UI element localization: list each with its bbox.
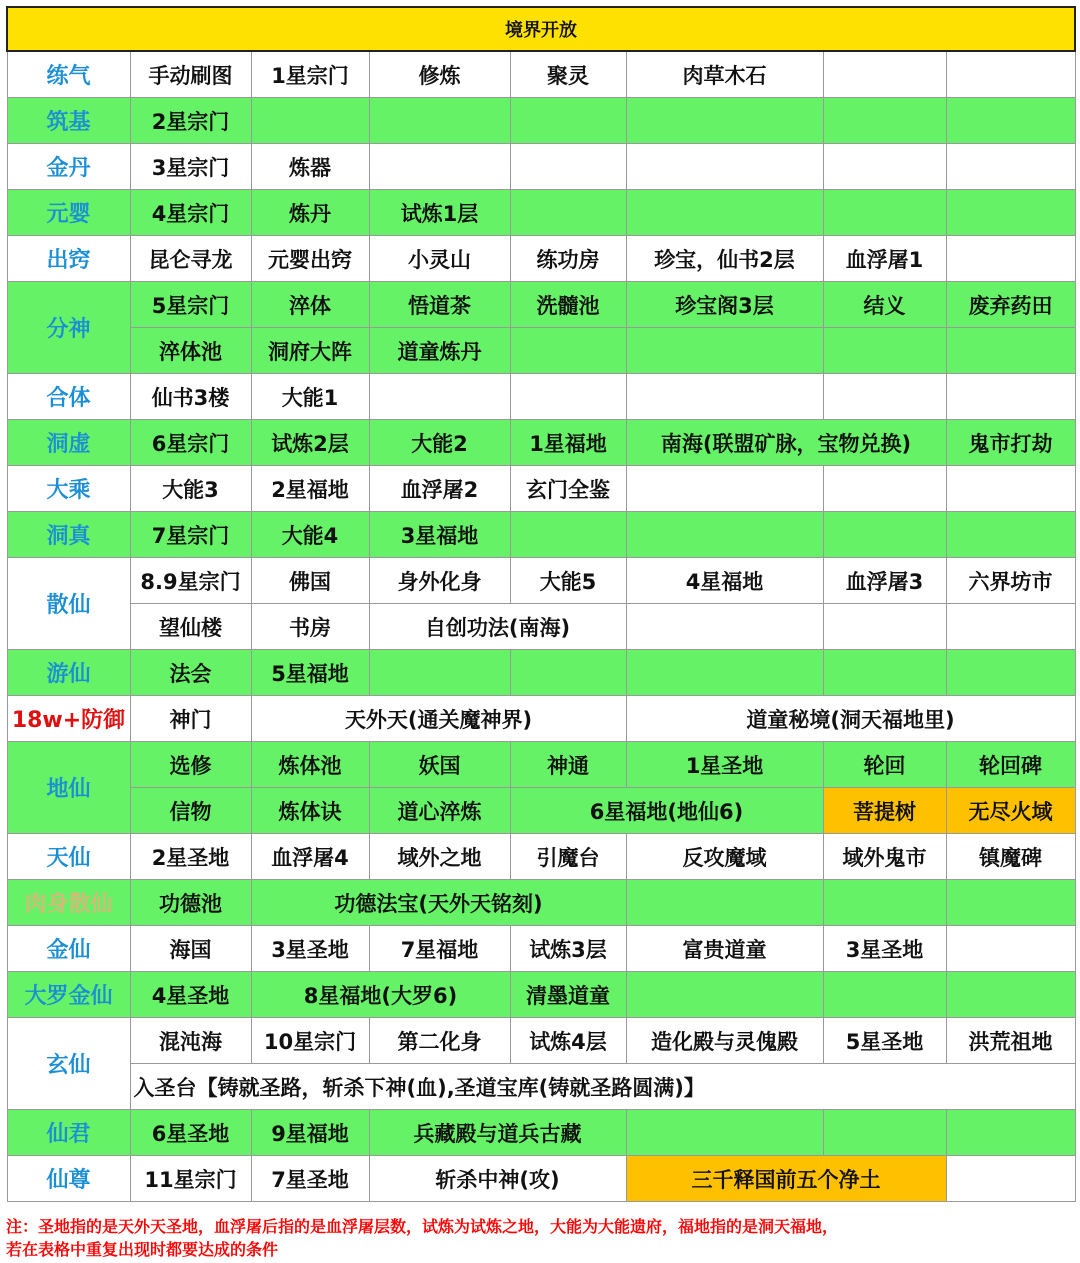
table-cell: 炼器: [251, 144, 369, 190]
table-cell: [823, 880, 946, 926]
table-cell: 血浮屠1: [823, 236, 946, 282]
table-cell: 炼丹: [251, 190, 369, 236]
table-cell: 6星宗门: [130, 420, 251, 466]
table-cell: [946, 1156, 1075, 1202]
table-cell: 7星宗门: [130, 512, 251, 558]
table-cell: 入圣台【铸就圣路，斩杀下神(血),圣道宝库(铸就圣路圆满)】: [130, 1064, 1075, 1110]
table-cell: 斩杀中神(攻): [369, 1156, 626, 1202]
table-cell: 元婴出窍: [251, 236, 369, 282]
table-cell: [626, 374, 823, 420]
table-cell: 血浮屠3: [823, 558, 946, 604]
rank-label: 练气: [7, 51, 130, 98]
table-cell: 8.9星宗门: [130, 558, 251, 604]
table-cell: 神门: [130, 696, 251, 742]
table-cell: 洞府大阵: [251, 328, 369, 374]
table-cell: [626, 466, 823, 512]
table-cell: [823, 972, 946, 1018]
table-row: [7, 788, 1075, 834]
table-cell: 富贵道童: [626, 926, 823, 972]
table-cell: 结义: [823, 282, 946, 328]
table-cell: 废弃药田: [946, 282, 1075, 328]
highlight-cell: 菩提树: [823, 788, 946, 834]
table-cell: 自创功法(南海): [369, 604, 626, 650]
table-cell: [251, 98, 369, 144]
rank-label: 分神: [7, 282, 130, 374]
table-cell: 大能2: [369, 420, 510, 466]
table-cell: [510, 512, 626, 558]
realm-unlock-table: [6, 6, 1076, 1202]
table-cell: 轮回碑: [946, 742, 1075, 788]
table-row: [7, 1018, 1075, 1064]
table-cell: 玄门全鉴: [510, 466, 626, 512]
rank-label: 金仙: [7, 926, 130, 972]
table-cell: [823, 144, 946, 190]
table-cell: [626, 604, 823, 650]
table-cell: [946, 604, 1075, 650]
table-cell: [510, 190, 626, 236]
rank-label: 散仙: [7, 558, 130, 650]
table-cell: 小灵山: [369, 236, 510, 282]
table-cell: [369, 144, 510, 190]
table-cell: 炼体池: [251, 742, 369, 788]
table-row: [7, 880, 1075, 926]
realm-table-container: [6, 6, 1076, 1202]
table-row: [7, 236, 1075, 282]
table-cell: [823, 650, 946, 696]
rank-label: 元婴: [7, 190, 130, 236]
table-cell: [946, 512, 1075, 558]
highlight-cell: 三千释国前五个净土: [626, 1156, 946, 1202]
highlight-cell: 无尽火域: [946, 788, 1075, 834]
table-cell: 3星圣地: [251, 926, 369, 972]
table-cell: [946, 51, 1075, 98]
table-cell: 功德池: [130, 880, 251, 926]
table-row: [7, 98, 1075, 144]
table-cell: 血浮屠4: [251, 834, 369, 880]
table-cell: [369, 98, 510, 144]
table-cell: 混沌海: [130, 1018, 251, 1064]
rank-label: 筑基: [7, 98, 130, 144]
table-title: 境界开放: [7, 7, 1075, 51]
table-cell: 5星圣地: [823, 1018, 946, 1064]
table-cell: 轮回: [823, 742, 946, 788]
rank-label: 18w+防御: [7, 696, 130, 742]
table-cell: [369, 374, 510, 420]
table-cell: 3星圣地: [823, 926, 946, 972]
rank-label: 仙尊: [7, 1156, 130, 1202]
table-cell: [369, 650, 510, 696]
table-row: [7, 926, 1075, 972]
table-cell: 3星福地: [369, 512, 510, 558]
table-cell: 悟道茶: [369, 282, 510, 328]
table-cell: [946, 1110, 1075, 1156]
table-cell: 珍宝，仙书2层: [626, 236, 823, 282]
table-cell: 7星福地: [369, 926, 510, 972]
table-cell: 神通: [510, 742, 626, 788]
rank-label: 天仙: [7, 834, 130, 880]
table-cell: 道童炼丹: [369, 328, 510, 374]
table-cell: 手动刷图: [130, 51, 251, 98]
rank-label: 地仙: [7, 742, 130, 834]
table-cell: 造化殿与灵傀殿: [626, 1018, 823, 1064]
table-cell: 4星圣地: [130, 972, 251, 1018]
table-row: [7, 51, 1075, 98]
table-cell: 道心淬炼: [369, 788, 510, 834]
table-cell: 9星福地: [251, 1110, 369, 1156]
table-cell: 洗髓池: [510, 282, 626, 328]
table-cell: 大能1: [251, 374, 369, 420]
table-cell: [946, 650, 1075, 696]
table-cell: 2星圣地: [130, 834, 251, 880]
table-cell: 5星宗门: [130, 282, 251, 328]
rank-label: 肉身散仙: [7, 880, 130, 926]
table-cell: [510, 144, 626, 190]
table-cell: 昆仑寻龙: [130, 236, 251, 282]
table-cell: 域外之地: [369, 834, 510, 880]
table-cell: [946, 880, 1075, 926]
table-cell: [626, 190, 823, 236]
table-cell: 1星圣地: [626, 742, 823, 788]
rank-label: 金丹: [7, 144, 130, 190]
table-cell: 第二化身: [369, 1018, 510, 1064]
table-cell: 大能4: [251, 512, 369, 558]
table-cell: 试炼1层: [369, 190, 510, 236]
table-cell: 兵藏殿与道兵古藏: [369, 1110, 626, 1156]
table-cell: [510, 98, 626, 144]
table-cell: [823, 51, 946, 98]
table-cell: 血浮屠2: [369, 466, 510, 512]
table-row: [7, 558, 1075, 604]
table-cell: [946, 190, 1075, 236]
table-row: [7, 144, 1075, 190]
table-cell: 2星宗门: [130, 98, 251, 144]
table-cell: 炼体诀: [251, 788, 369, 834]
table-cell: [510, 328, 626, 374]
table-cell: 洪荒祖地: [946, 1018, 1075, 1064]
table-cell: 佛国: [251, 558, 369, 604]
table-cell: [626, 98, 823, 144]
table-cell: [823, 374, 946, 420]
table-row: [7, 282, 1075, 328]
table-row: [7, 1064, 1075, 1110]
table-row: [7, 1110, 1075, 1156]
table-cell: [946, 144, 1075, 190]
table-cell: 引魔台: [510, 834, 626, 880]
table-cell: 4星福地: [626, 558, 823, 604]
table-cell: 鬼市打劫: [946, 420, 1075, 466]
table-cell: 淬体: [251, 282, 369, 328]
table-cell: 反攻魔域: [626, 834, 823, 880]
table-row: [7, 328, 1075, 374]
table-cell: 大能5: [510, 558, 626, 604]
table-cell: [823, 466, 946, 512]
table-row: [7, 374, 1075, 420]
table-cell: [626, 972, 823, 1018]
table-cell: [823, 512, 946, 558]
table-cell: 8星福地(大罗6): [251, 972, 510, 1018]
rank-label: 大罗金仙: [7, 972, 130, 1018]
table-row: [7, 972, 1075, 1018]
table-cell: 7星圣地: [251, 1156, 369, 1202]
table-cell: 望仙楼: [130, 604, 251, 650]
table-row: [7, 190, 1075, 236]
table-cell: 肉草木石: [626, 51, 823, 98]
table-cell: [946, 466, 1075, 512]
table-cell: 道童秘境(洞天福地里): [626, 696, 1075, 742]
table-cell: 信物: [130, 788, 251, 834]
table-cell: 试炼3层: [510, 926, 626, 972]
table-cell: [510, 374, 626, 420]
rank-label: 合体: [7, 374, 130, 420]
table-cell: 1星福地: [510, 420, 626, 466]
rank-label: 洞真: [7, 512, 130, 558]
table-cell: 大能3: [130, 466, 251, 512]
table-cell: 珍宝阁3层: [626, 282, 823, 328]
table-cell: [946, 374, 1075, 420]
table-cell: [626, 144, 823, 190]
footnote-line: 注：圣地指的是天外天圣地，血浮屠后指的是血浮屠层数，试炼为试炼之地，大能为大能遗府，福地指的是洞天福地，: [6, 1217, 839, 1236]
table-row: [7, 1156, 1075, 1202]
table-cell: [823, 328, 946, 374]
table-cell: [823, 190, 946, 236]
table-row: [7, 604, 1075, 650]
table-cell: 镇魔碑: [946, 834, 1075, 880]
footnote: [6, 1215, 1074, 1261]
table-cell: 10星宗门: [251, 1018, 369, 1064]
table-cell: 4星宗门: [130, 190, 251, 236]
table-cell: [626, 328, 823, 374]
table-cell: [946, 972, 1075, 1018]
table-row: [7, 650, 1075, 696]
table-cell: 6星圣地: [130, 1110, 251, 1156]
table-cell: 聚灵: [510, 51, 626, 98]
table-cell: 试炼4层: [510, 1018, 626, 1064]
table-cell: 仙书3楼: [130, 374, 251, 420]
footnote-line: 若在表格中重复出现时都要达成的条件: [6, 1240, 279, 1259]
table-cell: [823, 604, 946, 650]
table-cell: 功德法宝(天外天铭刻): [251, 880, 626, 926]
table-cell: 6星福地(地仙6): [510, 788, 823, 834]
rank-label: 洞虚: [7, 420, 130, 466]
table-cell: 2星福地: [251, 466, 369, 512]
table-cell: 11星宗门: [130, 1156, 251, 1202]
rank-label: 出窍: [7, 236, 130, 282]
table-cell: 清墨道童: [510, 972, 626, 1018]
table-cell: [946, 328, 1075, 374]
table-row: [7, 512, 1075, 558]
table-cell: [626, 512, 823, 558]
table-cell: 试炼2层: [251, 420, 369, 466]
table-cell: 淬体池: [130, 328, 251, 374]
table-cell: [946, 98, 1075, 144]
table-cell: [626, 650, 823, 696]
rank-label: 游仙: [7, 650, 130, 696]
table-cell: [626, 1110, 823, 1156]
table-cell: 书房: [251, 604, 369, 650]
table-cell: 选修: [130, 742, 251, 788]
rank-label: 玄仙: [7, 1018, 130, 1110]
table-row: [7, 834, 1075, 880]
table-cell: 法会: [130, 650, 251, 696]
table-cell: 3星宗门: [130, 144, 251, 190]
table-cell: [823, 1110, 946, 1156]
table-cell: [946, 236, 1075, 282]
table-cell: 海国: [130, 926, 251, 972]
table-row: [7, 742, 1075, 788]
rank-label: 大乘: [7, 466, 130, 512]
table-cell: [626, 880, 823, 926]
table-cell: 5星福地: [251, 650, 369, 696]
table-cell: 身外化身: [369, 558, 510, 604]
table-row: [7, 466, 1075, 512]
table-cell: 练功房: [510, 236, 626, 282]
table-cell: 域外鬼市: [823, 834, 946, 880]
table-cell: 天外天(通关魔神界): [251, 696, 626, 742]
table-cell: 1星宗门: [251, 51, 369, 98]
table-row: [7, 696, 1075, 742]
rank-label: 仙君: [7, 1110, 130, 1156]
table-cell: [823, 98, 946, 144]
table-cell: [510, 650, 626, 696]
table-cell: 六界坊市: [946, 558, 1075, 604]
table-cell: 修炼: [369, 51, 510, 98]
table-cell: [946, 926, 1075, 972]
table-cell: 妖国: [369, 742, 510, 788]
table-cell: 南海(联盟矿脉，宝物兑换): [626, 420, 946, 466]
table-row: [7, 420, 1075, 466]
